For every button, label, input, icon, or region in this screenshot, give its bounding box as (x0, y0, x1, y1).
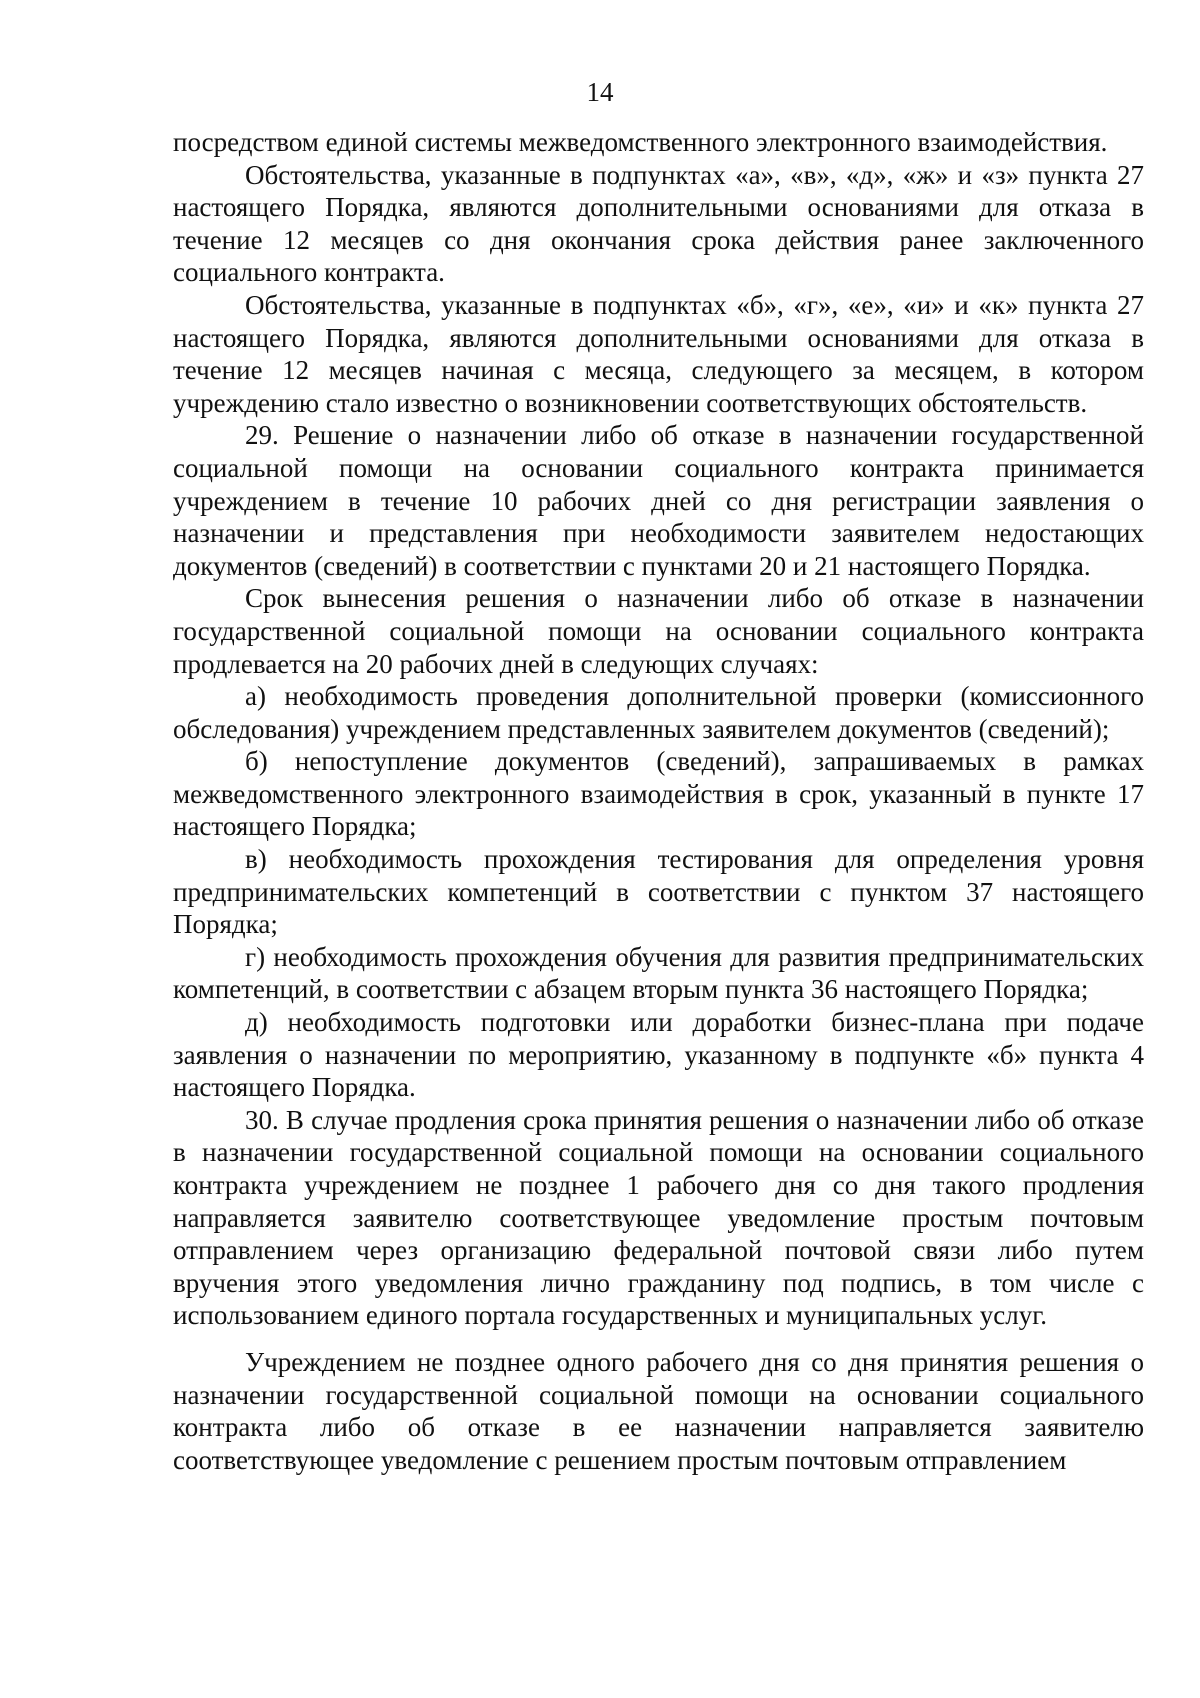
list-item-b: б) непоступление документов (сведений), запрашиваемых в рамках межведомственного электронного взаимодействия в срок, указанный в пункте 17 настоящего Порядка; (173, 746, 1144, 842)
paragraph-extension-term: Срок вынесения решения о назначении либо об отказе в назначении государственной социальной помощи на основании социального контракта продлевается на 20 рабочих дней в следующих случаях: (173, 583, 1144, 679)
list-item-v: в) необходимость прохождения тестирования для определения уровня предпринимательских компетенций в соответствии с пунктом 37 настоящего Порядка; (173, 844, 1144, 940)
list-item-d: д) необходимость подготовки или доработки бизнес-плана при подаче заявления о назначении по мероприятию, указанному в подпункте «б» пункта 4 настоящего Порядка. (173, 1007, 1144, 1103)
paragraph-notification: Учреждением не позднее одного рабочего дня со дня принятия решения о назначении государственной социальной помощи на основании социального контракта либо об отказе в ее назначении направляется заявителю соответствующее уведомление с решением простым почтовым отправлением (173, 1346, 1144, 1475)
list-item-g: г) необходимость прохождения обучения для развития предпринимательских компетенций, в соответствии с абзацем вторым пункта 36 настоящего Порядка; (173, 941, 1144, 1005)
paragraph-item-30: 30. В случае продления срока принятия решения о назначении либо об отказе в назначении государственной социальной помощи на основании социального контракта учреждением не позднее 1 рабочего дня со дня такого продления направляется заявителю соответствующее уведомление простым почтовым отправлением через организацию федеральной почтовой связи либо путем вручения этого уведомления лично гражданину под подпись, в том числе с использованием единого портала государственных и муниципальных услуг. (173, 1104, 1144, 1331)
paragraph-circumstances-b: Обстоятельства, указанные в подпунктах «б», «г», «е», «и» и «к» пункта 27 настоящего Порядка, являются дополнительными основаниями для отказа в течение 12 месяцев начиная с месяца, следующего за месяцем, в котором учреждению стало известно о возникновении соответствующих обстоятельств. (173, 289, 1144, 418)
list-item-a: а) необходимость проведения дополнительной проверки (комиссионного обследования) учреждением представленных заявителем документов (сведений); (173, 681, 1144, 744)
document-body (173, 126, 1144, 1476)
page-number: 14 (586, 77, 614, 107)
paragraph-item-29: 29. Решение о назначении либо об отказе в назначении государственной социальной помощи на основании социального контракта принимается учреждением в течение 10 рабочих дней со дня регистрации заявления о назначении и представления при необходимости заявителем недостающих документов (сведений) в соответствии с пунктами 20 и 21 настоящего Порядка. (173, 420, 1144, 581)
paragraph-circumstances-a: Обстоятельства, указанные в подпунктах «а», «в», «д», «ж» и «з» пункта 27 настоящего Порядка, являются дополнительными основаниями для отказа в течение 12 месяцев со дня окончания срока действия ранее заключенного социального контракта. (173, 159, 1144, 288)
paragraph-continuation: посредством единой системы межведомственного электронного взаимодействия. (173, 127, 1108, 157)
